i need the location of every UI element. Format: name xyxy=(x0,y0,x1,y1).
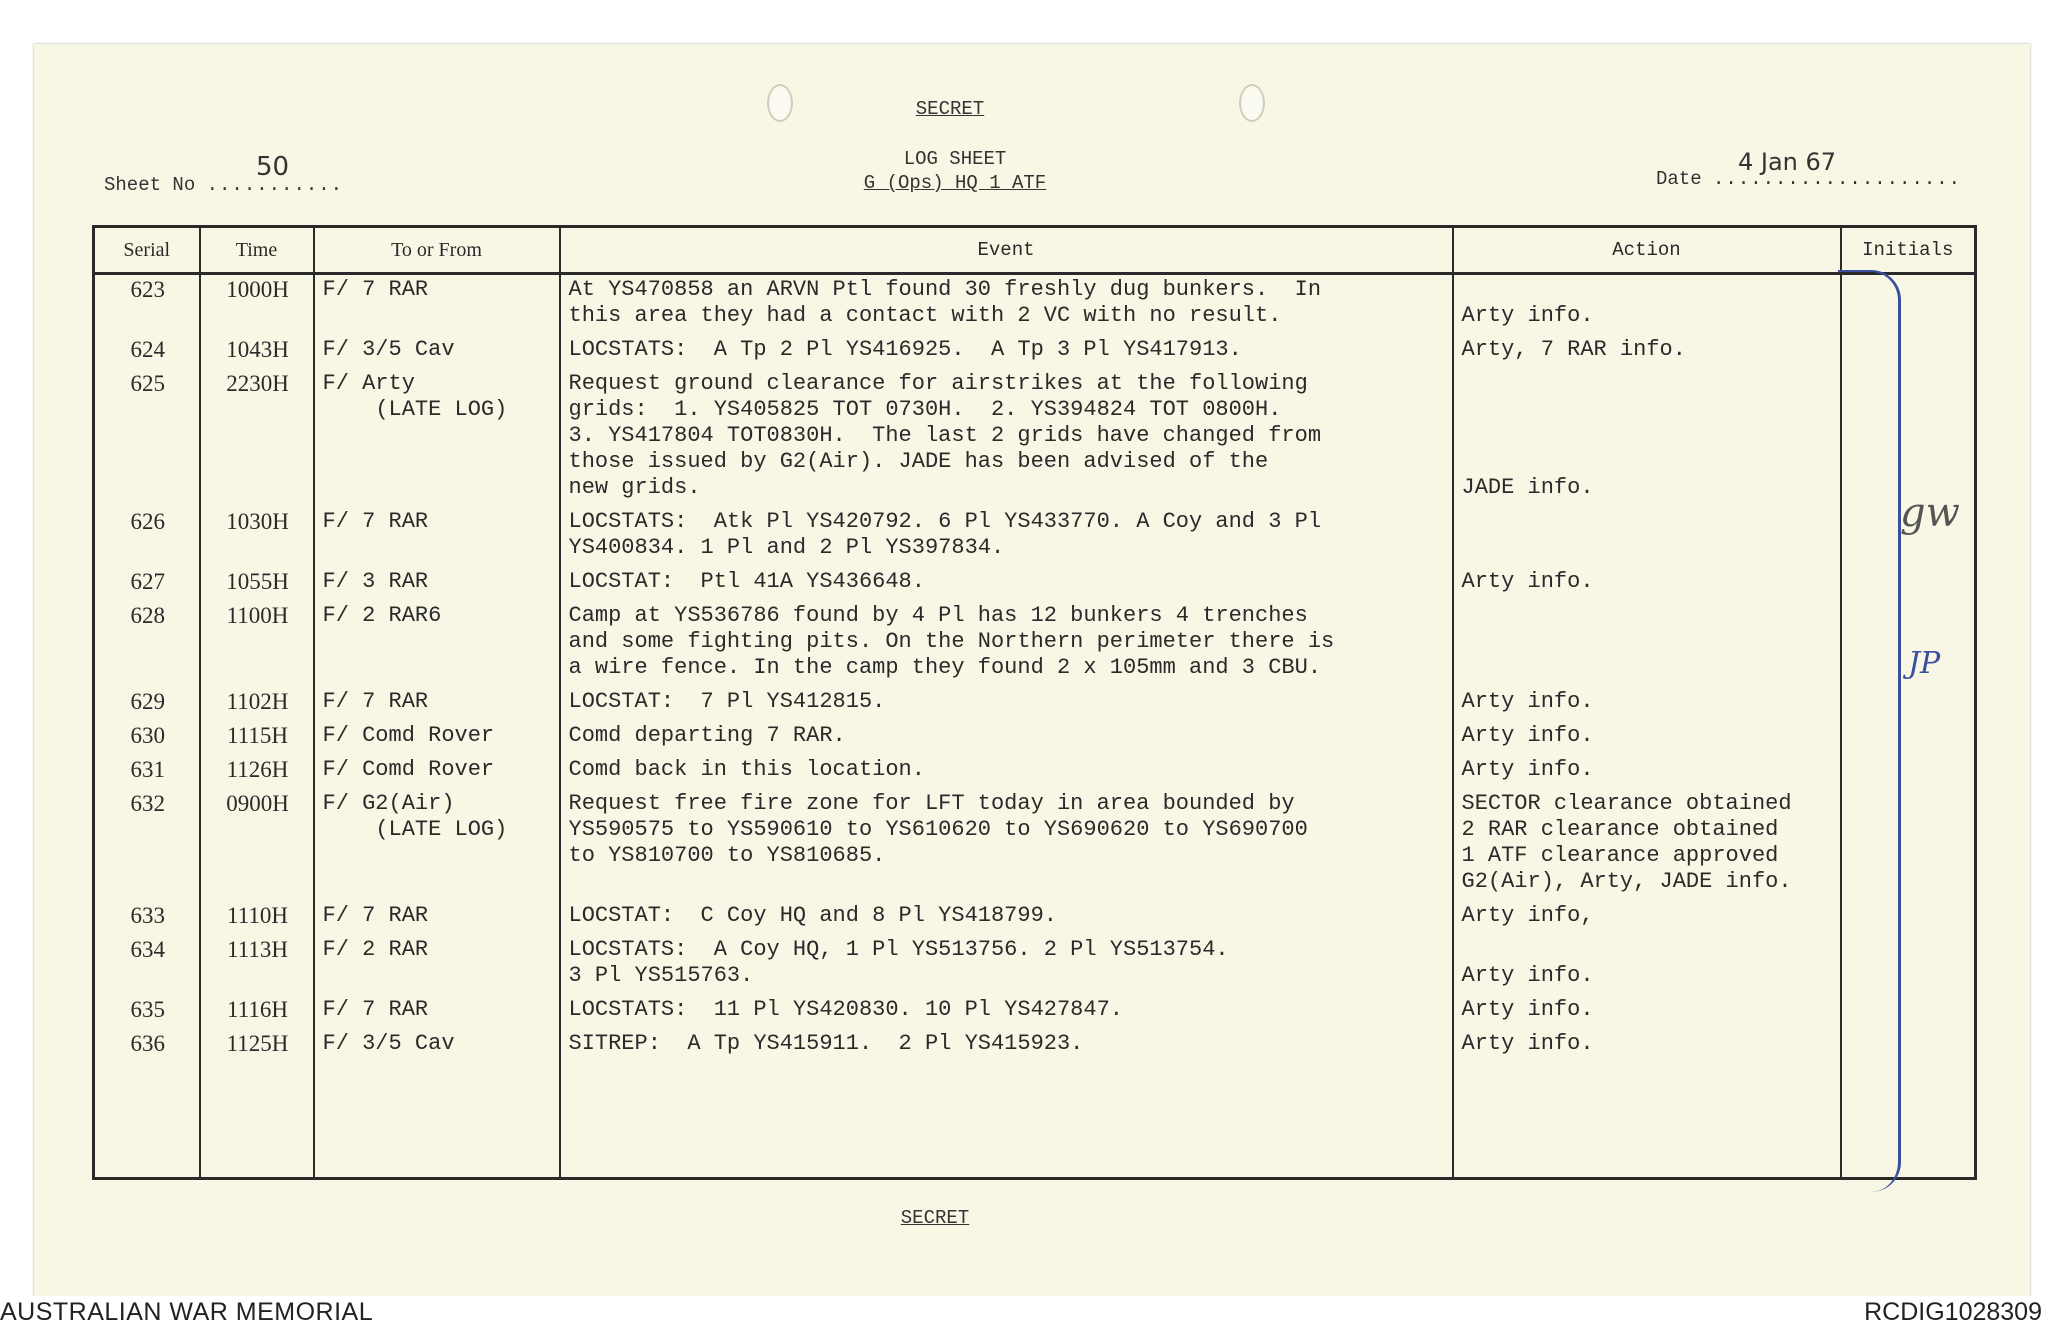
sheet-number: 50 xyxy=(256,152,290,182)
time-cell: 1126H xyxy=(200,755,314,789)
action-cell: Arty info. xyxy=(1453,755,1841,789)
archive-ref: RCDIG1028309 xyxy=(1864,1298,2042,1326)
event-cell: LOCSTATS: Atk Pl YS420792. 6 Pl YS433770. A Coy and 3 Pl YS400834. 1 Pl and 2 Pl YS397834. xyxy=(560,507,1453,567)
punch-hole-left xyxy=(767,84,793,122)
event-cell: LOCSTAT: 7 Pl YS412815. xyxy=(560,687,1453,721)
action-cell: Arty info. xyxy=(1453,721,1841,755)
action-cell: Arty info. xyxy=(1453,567,1841,601)
event-cell: Comd departing 7 RAR. xyxy=(560,721,1453,755)
serial-cell: 624 xyxy=(94,335,200,369)
to-from-cell: F/ 7 RAR xyxy=(314,901,560,935)
serial-cell: 627 xyxy=(94,567,200,601)
serial-cell: 630 xyxy=(94,721,200,755)
log-sheet-title: LOG SHEET xyxy=(903,148,1007,170)
time-cell: 1030H xyxy=(200,507,314,567)
event-cell: Request ground clearance for airstrikes at the following grids: 1. YS405825 TOT 0730H. 2. YS394824 TOT 0800H. 3. YS417804 TOT0830H. The last 2 grids have changed from those issued by G2(Air). JADE has been advised of the new grids. xyxy=(560,369,1453,507)
serial-cell: 629 xyxy=(94,687,200,721)
table-row xyxy=(94,935,1976,995)
serial-cell: 636 xyxy=(94,1029,200,1063)
action-cell: Arty info. xyxy=(1453,935,1841,995)
event-cell: LOCSTATS: A Coy HQ, 1 Pl YS513756. 2 Pl YS513754. 3 Pl YS515763. xyxy=(560,935,1453,995)
action-cell xyxy=(1453,601,1841,687)
action-cell: SECTOR clearance obtained 2 RAR clearance obtained 1 ATF clearance approved G2(Air), Arty, JADE info. xyxy=(1453,789,1841,901)
table-header-row xyxy=(94,227,1976,274)
to-from-cell: F/ 3 RAR xyxy=(314,567,560,601)
time-cell: 1113H xyxy=(200,935,314,995)
action-cell: Arty info. xyxy=(1453,1029,1841,1063)
action-cell: Arty info. xyxy=(1453,995,1841,1029)
to-from-cell: F/ 2 RAR xyxy=(314,935,560,995)
table-row xyxy=(94,567,1976,601)
event-cell: LOCSTAT: Ptl 41A YS436648. xyxy=(560,567,1453,601)
filler-row xyxy=(94,1063,1976,1179)
time-cell: 1055H xyxy=(200,567,314,601)
table-row xyxy=(94,1029,1976,1063)
action-cell: Arty info. xyxy=(1453,687,1841,721)
time-cell: 1000H xyxy=(200,274,314,336)
event-cell: Request free fire zone for LFT today in area bounded by YS590575 to YS590610 to YS610620 to YS690620 to YS690700 to YS810700 to YS810685. xyxy=(560,789,1453,901)
col-to-from: To or From xyxy=(314,227,560,274)
time-cell: 1100H xyxy=(200,601,314,687)
event-cell: SITREP: A Tp YS415911. 2 Pl YS415923. xyxy=(560,1029,1453,1063)
to-from-cell: F/ 7 RAR xyxy=(314,687,560,721)
table-row xyxy=(94,507,1976,567)
col-action: Action xyxy=(1453,227,1841,274)
time-cell: 1110H xyxy=(200,901,314,935)
col-time: Time xyxy=(200,227,314,274)
sheet-no-label: Sheet No ........... xyxy=(104,174,344,196)
table-row xyxy=(94,601,1976,687)
to-from-cell: F/ 7 RAR xyxy=(314,507,560,567)
archive-name: AUSTRALIAN WAR MEMORIAL xyxy=(0,1298,374,1326)
date-value: 4 Jan 67 xyxy=(1738,148,1837,176)
table-row xyxy=(94,721,1976,755)
event-cell: LOCSTAT: C Coy HQ and 8 Pl YS418799. xyxy=(560,901,1453,935)
table-row xyxy=(94,901,1976,935)
unit-title: G (Ops) HQ 1 ATF xyxy=(863,172,1047,194)
serial-cell: 632 xyxy=(94,789,200,901)
archive-footer xyxy=(0,1296,2048,1332)
to-from-cell: F/ Arty (LATE LOG) xyxy=(314,369,560,507)
serial-cell: 631 xyxy=(94,755,200,789)
initials-blue: JP xyxy=(1908,646,1941,681)
initials-signature: gw xyxy=(1900,490,1960,536)
action-cell: Arty, 7 RAR info. xyxy=(1453,335,1841,369)
punch-hole-right xyxy=(1239,84,1265,122)
time-cell: 1116H xyxy=(200,995,314,1029)
event-cell: Camp at YS536786 found by 4 Pl has 12 bunkers 4 trenches and some fighting pits. On the Northern perimeter there is a wire fence. In the camp they found 2 x 105mm and 3 CBU. xyxy=(560,601,1453,687)
to-from-cell: F/ Comd Rover xyxy=(314,755,560,789)
to-from-cell: F/ 2 RAR6 xyxy=(314,601,560,687)
serial-cell: 625 xyxy=(94,369,200,507)
table-row xyxy=(94,789,1976,901)
event-cell: At YS470858 an ARVN Ptl found 30 freshly dug bunkers. In this area they had a contact with 2 VC with no result. xyxy=(560,274,1453,336)
event-cell: LOCSTATS: A Tp 2 Pl YS416925. A Tp 3 Pl YS417913. xyxy=(560,335,1453,369)
action-cell: Arty info, xyxy=(1453,901,1841,935)
time-cell: 2230H xyxy=(200,369,314,507)
classification-top: SECRET xyxy=(915,98,985,120)
action-cell xyxy=(1453,507,1841,567)
col-initials: Initials xyxy=(1841,227,1976,274)
to-from-cell: F/ G2(Air) (LATE LOG) xyxy=(314,789,560,901)
time-cell: 1115H xyxy=(200,721,314,755)
table-row xyxy=(94,274,1976,336)
to-from-cell: F/ 7 RAR xyxy=(314,995,560,1029)
table-row xyxy=(94,369,1976,507)
serial-cell: 633 xyxy=(94,901,200,935)
date-label: Date .................... xyxy=(1656,168,1962,190)
initials-bracket xyxy=(1838,270,1901,1192)
serial-cell: 623 xyxy=(94,274,200,336)
event-cell: LOCSTATS: 11 Pl YS420830. 10 Pl YS427847. xyxy=(560,995,1453,1029)
to-from-cell: F/ 7 RAR xyxy=(314,274,560,336)
to-from-cell: F/ Comd Rover xyxy=(314,721,560,755)
time-cell: 1043H xyxy=(200,335,314,369)
to-from-cell: F/ 3/5 Cav xyxy=(314,1029,560,1063)
log-table xyxy=(92,225,1977,1180)
serial-cell: 628 xyxy=(94,601,200,687)
time-cell: 0900H xyxy=(200,789,314,901)
serial-cell: 626 xyxy=(94,507,200,567)
time-cell: 1102H xyxy=(200,687,314,721)
to-from-cell: F/ 3/5 Cav xyxy=(314,335,560,369)
classification-bottom: SECRET xyxy=(900,1207,970,1229)
col-event: Event xyxy=(560,227,1453,274)
time-cell: 1125H xyxy=(200,1029,314,1063)
serial-cell: 635 xyxy=(94,995,200,1029)
serial-cell: 634 xyxy=(94,935,200,995)
event-cell: Comd back in this location. xyxy=(560,755,1453,789)
action-cell: JADE info. xyxy=(1453,369,1841,507)
col-serial: Serial xyxy=(94,227,200,274)
table-row xyxy=(94,687,1976,721)
table-row xyxy=(94,335,1976,369)
table-row xyxy=(94,995,1976,1029)
action-cell: Arty info. xyxy=(1453,274,1841,336)
table-row xyxy=(94,755,1976,789)
